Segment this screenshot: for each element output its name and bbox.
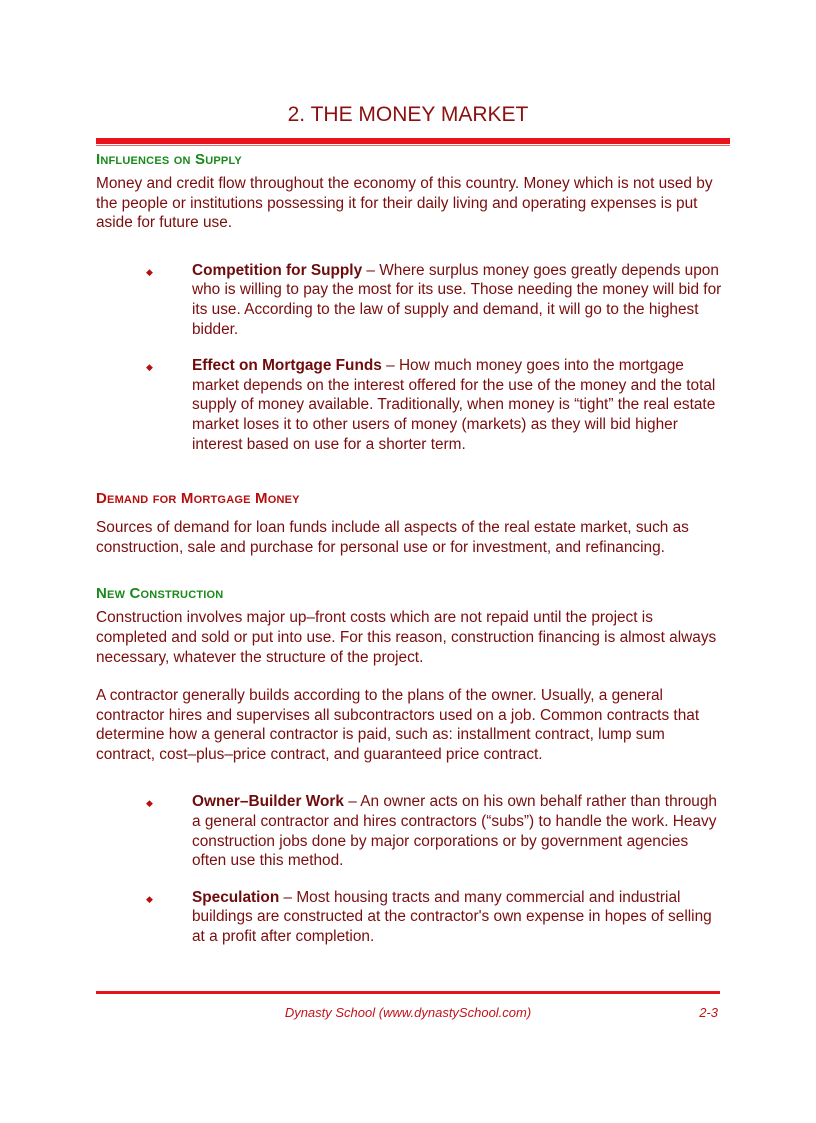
bullet-owner-builder-work bbox=[96, 792, 722, 870]
construction-bullet-list bbox=[96, 792, 722, 946]
diamond-bullet-icon: ◆ bbox=[146, 362, 153, 373]
bullet-term: Competition for Supply bbox=[192, 261, 363, 279]
paragraph-construction-1: Construction involves major up–front costs which are not repaid until the project is completed and sold or put into use. For this reason, construction financing is almost always necessary, whatever the structure of the project. bbox=[96, 609, 717, 666]
bullet-text: – How much money goes into the mortgage market depends on the interest offered for the use of the money and the total supply of money available. Traditionally, when money is “tight” the real estate market loses it to other users of money (markets) as they will bid higher interest based on use for a shorter term. bbox=[192, 357, 716, 453]
footer-divider bbox=[96, 991, 720, 994]
diamond-bullet-icon: ◆ bbox=[146, 266, 153, 277]
heading-influences-on-supply: Influences on Supply bbox=[96, 151, 242, 168]
footer-page-number: 2-3 bbox=[699, 1005, 718, 1020]
page-title: 2. THE MONEY MARKET bbox=[287, 103, 529, 126]
supply-bullet-list bbox=[96, 261, 722, 454]
footer-school-link: Dynasty School (www.dynastySchool.com) bbox=[284, 1005, 532, 1020]
paragraph-demand-intro: Sources of demand for loan funds include all aspects of the real estate market, such as construction, sale and purchase for personal use or for investment, and refinancing. bbox=[96, 519, 689, 556]
paragraph-construction-2: A contractor generally builds according to the plans of the owner. Usually, a general contractor hires and supervises all subcontractors used on a job. Common contracts that determine how a general contractor is paid, such as: installment contract, lump sum contract, cost–plus–price contract, and guaranteed price contract. bbox=[96, 687, 700, 763]
bullet-term: Speculation bbox=[192, 888, 280, 906]
bullet-term: Effect on Mortgage Funds bbox=[192, 357, 382, 375]
paragraph-supply-intro: Money and credit flow throughout the economy of this country. Money which is not used by the people or institutions possessing it for their daily living and operating expenses is put aside for future use. bbox=[96, 175, 713, 232]
diamond-bullet-icon: ◆ bbox=[146, 798, 153, 809]
bullet-effect-on-mortgage-funds bbox=[96, 356, 722, 454]
bullet-speculation bbox=[96, 888, 722, 947]
bullet-text: – An owner acts on his own behalf rather than through a general contractor and hires contractors (“subs”) to handle the work. Heavy construction jobs done by major corporations or by government agencies often use this method. bbox=[192, 793, 717, 870]
bullet-competition-for-supply bbox=[96, 261, 722, 339]
diamond-bullet-icon: ◆ bbox=[146, 893, 153, 904]
page-content bbox=[96, 150, 722, 947]
bullet-text: – Most housing tracts and many commercial and industrial buildings are constructed at the contractor's own expense in hopes of selling at a profit after completion. bbox=[192, 888, 712, 946]
bullet-text: – Where surplus money goes greatly depends upon who is willing to pay the most for its use. Those needing the money will bid for its use. According to the law of supply and demand, it will go to the highest bidder. bbox=[192, 261, 722, 338]
heading-new-construction: New Construction bbox=[96, 585, 224, 603]
heading-demand-for-mortgage-money: Demand for Mortgage Money bbox=[96, 490, 300, 508]
bullet-term: Owner–Builder Work bbox=[192, 793, 344, 811]
title-divider bbox=[96, 138, 730, 144]
